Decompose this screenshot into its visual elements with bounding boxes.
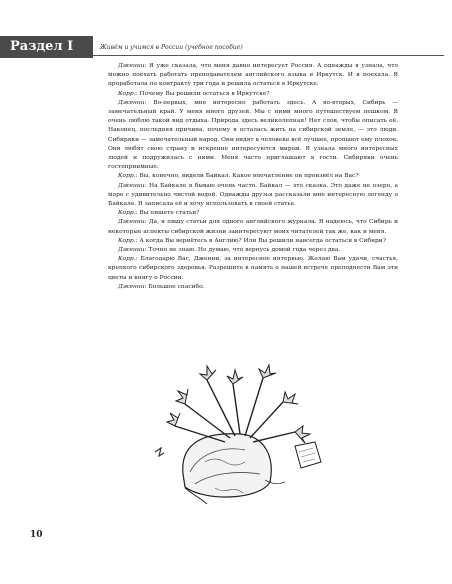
speaker-label: Корр.: xyxy=(118,173,138,180)
header-divider xyxy=(93,55,444,56)
speaker-label: Корр.: xyxy=(118,256,138,263)
speaker-label: Корр.: xyxy=(118,90,138,97)
dialogue-line xyxy=(108,283,398,292)
dialogue-line xyxy=(108,172,398,181)
line-text: Благодарю Вас, Дженни, за интересное интервью. Желаю Вам удачи, счастья, крепкого сибирского здоровья. Разрешите в память о нашей встрече преподнести Вам эти цветы и книгу о России. xyxy=(108,256,399,281)
dialogue-line xyxy=(108,255,398,283)
line-text: Вы, конечно, видели Байкал. Какое впечатление он произвёл на Вас? xyxy=(139,173,359,180)
line-text: Я уже сказала, что меня давно интересует Россия. А однажды я узнала, что можно поехать работать преподавателем английского языка в Иркутск. И я поехала. Я проработала по контракту три года и решила остаться в Иркутске. xyxy=(108,63,399,88)
dialogue-line xyxy=(108,237,398,246)
line-text: Большое спасибо. xyxy=(148,283,205,290)
speaker-label: Дженни: xyxy=(118,247,147,254)
section-tab xyxy=(0,36,93,58)
dialogue-line xyxy=(108,90,398,99)
speaker-label: Дженни: xyxy=(118,63,147,69)
speaker-label: Дженни: xyxy=(118,283,147,290)
line-text: На Байкале я бываю очень часто. Байкал — это сказка. Это даже не озеро, а море с удивительно чистой водой. Однажды друзья рассказали мне интересную легенду о Байкале. Я записала её и хочу использовать в своей статье. xyxy=(108,182,399,208)
dialogue-line xyxy=(108,62,398,90)
line-text: Во-первых, мне интересно работать здесь. А во-вторых, Сибирь — замечательный край. У меня много друзей. Мы с ними много путешествуем пешком. Я очень люблю такой вид отдыха. Природа здесь великолепная! Нет слов, чтобы описать её. Наконец, последняя причина, почему я осталась жить на сибирской земле, — это люди. Сибиряки — замечательный народ. Они видят в человеке всё лучшее, прощают ему плохое. Они любят свою страну и искренне интересуются миром. Я узнала много интересных людей и подружилась с ними. Меня часто приглашают в гости. Сибиряки очень гостеприимные. xyxy=(108,99,398,171)
dialogue-line xyxy=(108,209,398,218)
line-text: Точно не знаю. Но думаю, что вернусь домой года через два. xyxy=(148,247,341,254)
line-text: Да, я пишу статьи для одного английского журнала. Я надеюсь, что Сибирь и некоторые аспекты сибирской жизни заинтересуют моих читателей так же, как и меня. xyxy=(108,219,398,235)
dialogue-line xyxy=(108,99,398,173)
speaker-label: Корр.: xyxy=(118,210,138,217)
line-text: Вы пишете статьи? xyxy=(139,210,200,217)
dialogue-line xyxy=(108,246,398,255)
flowers-illustration xyxy=(145,362,330,504)
line-text: Почему Вы решили остаться в Иркутске? xyxy=(139,90,270,97)
line-text: А когда Вы вернётесь в Англию? Или Вы решили навсегда остаться в Сибири? xyxy=(139,237,386,244)
page-number: 10 xyxy=(30,530,43,540)
section-label: Раздел I xyxy=(10,39,74,54)
dialogue-line xyxy=(108,182,398,210)
running-head: Живём и учимся в России (учебное пособие) xyxy=(100,44,243,51)
speaker-label: Дженни: xyxy=(118,219,147,226)
speaker-label: Дженни: xyxy=(118,182,147,189)
dialogue-text xyxy=(108,62,398,292)
speaker-label: Дженни: xyxy=(118,99,147,106)
dialogue-line xyxy=(108,218,398,236)
speaker-label: Корр.: xyxy=(118,237,138,244)
